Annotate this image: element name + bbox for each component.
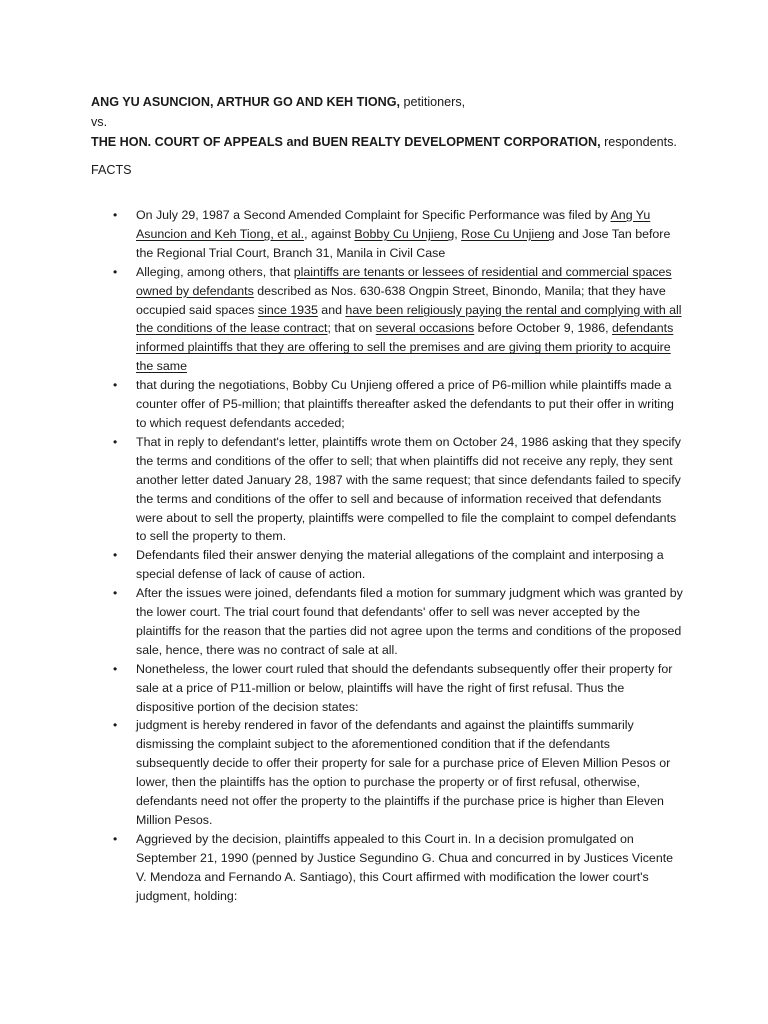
list-item-text: Defendants filed their answer denying the material allegations of the complaint and interposing a special defense of lack of cause of action. (136, 548, 664, 582)
list-item (113, 433, 683, 546)
petitioners-names: ANG YU ASUNCION, ARTHUR GO AND KEH TIONG, (91, 95, 401, 109)
bullet-icon: • (113, 264, 118, 279)
text-run: Alleging, among others, that (136, 264, 294, 279)
list-item (113, 376, 683, 433)
case-caption (91, 92, 711, 180)
bullet-icon: • (113, 434, 118, 449)
respondents-line (91, 132, 711, 152)
text-run: and (317, 302, 346, 317)
underlined-text: Rose Cu Unjieng (461, 226, 555, 241)
underlined-text: plaintiffs are tenants or lessees of residential and commercial spaces owned by defendants (136, 264, 672, 298)
text-run: , against (304, 226, 355, 241)
list-item (113, 263, 683, 376)
bullet-icon: • (113, 378, 118, 393)
list-item-text: that during the negotiations, Bobby Cu Unjieng offered a price of P6-million while plaintiffs made a counter offer of P5-million; that plaintiffs thereafter asked the defendants to put their offer in writing to which request defendants acceded; (136, 378, 674, 430)
underlined-text: since 1935 (257, 302, 318, 317)
text-run: , (454, 226, 462, 241)
text-run: and Jose Tan before the Regional Trial Court, Branch 31, Manila in Civil Case (136, 226, 671, 260)
section-title-facts: FACTS (91, 163, 132, 177)
bullet-icon: • (113, 831, 118, 846)
bullet-icon: • (113, 661, 118, 676)
facts-list (113, 206, 683, 906)
list-item (113, 584, 683, 660)
list-item (113, 546, 683, 584)
list-item (113, 660, 683, 717)
petitioners-role: petitioners, (400, 95, 466, 109)
underlined-text: have been religiously paying the rental and complying with all the conditions of the lease contract (136, 302, 682, 336)
bullet-icon: • (113, 718, 118, 733)
bullet-icon: • (113, 548, 118, 563)
list-item-text: After the issues were joined, defendants filed a motion for summary judgment which was granted by the lower court. The trial court found that defendants' offer to sell was never accepted by the plaintiffs for the reason that the parties did not agree upon the terms and conditions of the proposed sale, hence, there was no contract of sale at all. (136, 586, 683, 657)
underlined-text: defendants informed plaintiffs that they are offering to sell the premises and are giving them priority to acquire the same (136, 321, 674, 374)
list-item-text: Nonetheless, the lower court ruled that should the defendants subsequently offer their property for sale at a price of P11-million or below, plaintiffs will have the right of first refusal. Thus the dispositive portion of the decision states: (136, 661, 673, 714)
underlined-text: Ang Yu Asuncion and Keh Tiong, et al. (136, 208, 651, 241)
list-item-text: Aggrieved by the decision, plaintiffs appealed to this Court in. In a decision promulgated on September 21, 1990 (penned by Justice Segundino G. Chua and concurred in by Justices Vicente V. Mendoza and Fernando A. Santiago), this Court affirmed with modification the lower court's judgment, holding: (136, 831, 674, 903)
list-item-text: That in reply to defendant's letter, plaintiffs wrote them on October 24, 1986 asking that they specify the terms and conditions of the offer to sell; that when plaintiffs did not receive any reply, they sent another letter dated January 28, 1987 with the same request; that since defendants failed to specify the terms and conditions of the offer to sell and because of information received that defendants were about to sell the property, plaintiffs were compelled to file the complaint to compel defendants to sell the property to them. (136, 434, 681, 544)
text-run: On July 29, 1987 a Second Amended Complaint for Specific Performance was filed by (136, 208, 611, 222)
petitioners-line (91, 92, 711, 112)
list-item (113, 830, 683, 906)
bullet-icon: • (113, 208, 118, 222)
list-item-text: judgment is hereby rendered in favor of the defendants and against the plaintiffs summarily dismissing the complaint subject to the aforementioned condition that if the defendants subsequently decide to offer their property for sale for a purchase price of Eleven Million Pesos or lower, then the plaintiffs has the option to purchase the property or of first refusal, otherwise, defendants need not offer the property to the plaintiffs if the purchase price is higher than Eleven Million Pesos. (136, 718, 671, 827)
text-run: before October 9, 1986, (474, 321, 612, 336)
text-run: ; that on (327, 321, 376, 336)
text-run: described as Nos. 630-638 Ongpin Street, Binondo, Manila; that they have occupied said spaces (136, 283, 666, 317)
underlined-text: Bobby Cu Unjieng (354, 226, 455, 241)
respondents-names: THE HON. COURT OF APPEALS and BUEN REALTY DEVELOPMENT CORPORATION, (91, 135, 601, 149)
respondents-role: respondents. (600, 135, 677, 149)
list-item (113, 716, 683, 829)
bullet-icon: • (113, 586, 118, 601)
list-item (113, 206, 683, 263)
underlined-text: several occasions (375, 321, 475, 336)
versus-line: vs. (91, 115, 108, 129)
